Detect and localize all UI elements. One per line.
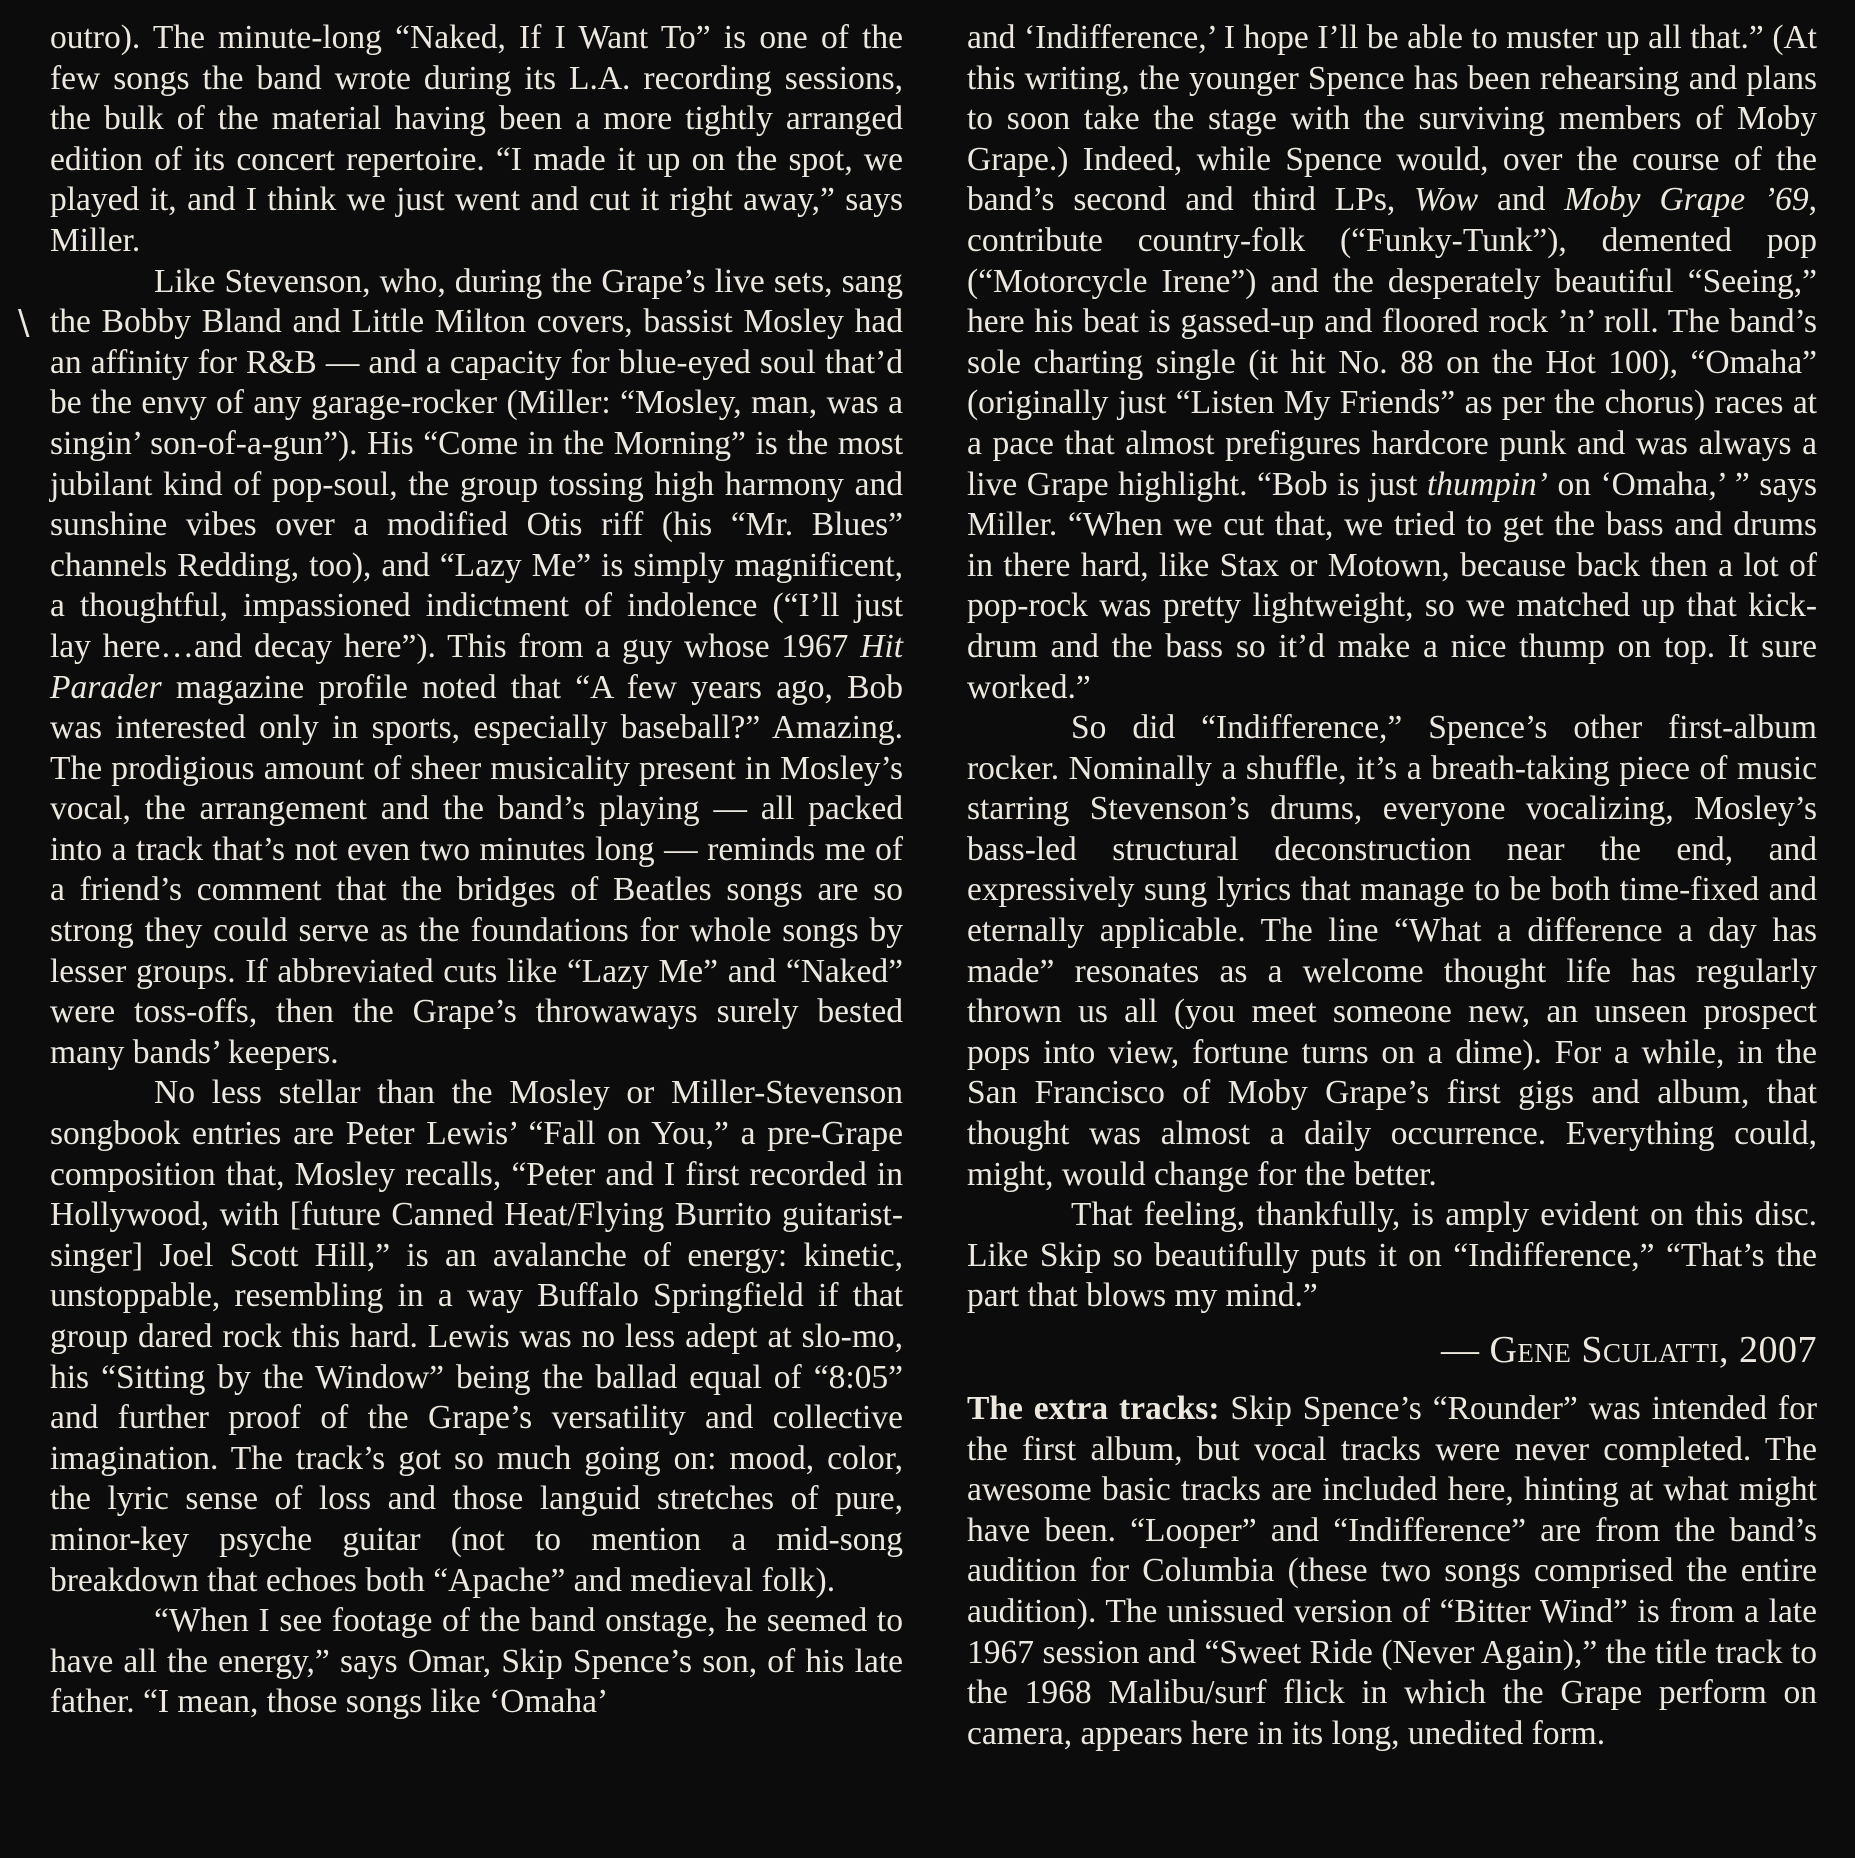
author-name: Gene Sculatti bbox=[1489, 1329, 1719, 1371]
left-column bbox=[50, 18, 903, 1723]
left-paragraph-2-text-a: Like Stevenson, who, during the Grape’s live sets, sang the Bobby Bland and Little Milton covers, bassist Mosley had an affinity for R&B — and a capacity for blue-eyed soul that’d be the envy of any garage-rocker (Miller: “Mosley, man, was a singin’ son-of-a-gun”). His “Come in the Morning” is the most jubilant kind of pop-soul, the group tossing high harmony and sunshine vibes over a modified Otis riff (his “Mr. Blues” channels Redding, too), and “Lazy Me” is simply magnificent, a thoughtful, impassioned indictment of indolence (“I’ll just lay here…and decay here”). This from a guy whose 1967 bbox=[50, 262, 903, 665]
right-paragraph-1-text-d: on ‘Omaha,’ ” says Miller. “When we cut that, we tried to get the bass and drums in there hard, like Stax or Motown, because back then a lot of pop-rock was pretty lightweight, so we matched up that kick-drum and the bass so it’d make a nice thump on top. It sure worked.” bbox=[967, 465, 1817, 706]
right-paragraph-1-text-c: , contribute country-folk (“Funky-Tunk”), demented pop (“Motorcycle Irene”) and the desperately beautiful “Seeing,” here his beat is gassed-up and floored rock ’n’ roll. The band’s sole charting single (it hit No. 88 on the Hot 100), “Omaha” (originally just “Listen My Friends” as per the chorus) races at a pace that almost prefigures hardcore punk and was always a live Grape highlight. “Bob is just bbox=[967, 181, 1817, 503]
right-paragraph-1-text-b: and bbox=[1478, 181, 1565, 219]
left-paragraph-3: No less stellar than the Mosley or Miller-Stevenson songbook entries are Peter Lewis’ “Fall on You,” a pre-Grape composition that, Mosley recalls, “Peter and I first recorded in Hollywood, with [future Canned Heat/Flying Burrito guitarist-singer] Joel Scott Hill,” is an avalanche of energy: kinetic, unstoppable, resembling in a way Buffalo Springfield if that group dared rock this hard. Lewis was no less adept at slo-mo, his “Sitting by the Window” being the ballad equal of “8:05” and further proof of the Grape’s versatility and collective imagination. The track’s got so much going on: mood, color, the lyric sense of loss and those languid stretches of pure, minor-key psyche guitar (not to mention a mid-song breakdown that echoes both “Apache” and medieval folk). bbox=[50, 1074, 903, 1599]
extra-tracks-text: Skip Spence’s “Rounder” was intended for the first album, but vocal tracks were never completed. The awesome basic tracks are included here, hinting at what might have been. “Looper” and “Indifference” are from the band’s audition for Columbia (these two songs comprised the entire audition). The unissued version of “Bitter Wind” is from a late 1967 session and “Sweet Ride (Never Again),” the title track to the 1968 Malibu/surf flick in which the Grape perform on camera, appears here in its long, unedited form. bbox=[967, 1390, 1817, 1752]
right-paragraph-1 bbox=[967, 18, 1817, 708]
left-paragraph-2-text-b: magazine profile noted that “A few years ago, Bob was interested only in sports, especially baseball?” Amazing. The prodigious amount of sheer musicality present in Mosley’s vocal, the arrangement and the band’s playing — all packed into a track that’s not even two minutes long — reminds me of a friend’s comment that the bridges of Beatles songs are so strong they could serve as the foundations for whole songs by lesser groups. If abbreviated cuts like “Lazy Me” and “Naked” were toss-offs, then the Grape’s throwaways surely bested many bands’ keepers. bbox=[50, 668, 903, 1071]
right-paragraph-2: So did “Indifference,” Spence’s other first-album rocker. Nominally a shuffle, it’s a breath-taking piece of music starring Stevenson’s drums, everyone vocalizing, Mosley’s bass-led structural deconstruction near the end, and expressively sung lyrics that manage to be both time-fixed and eternally applicable. The line “What a difference a day has made” resonates as a welcome thought life has regularly thrown us all (you meet someone new, an unseen prospect pops into view, fortune turns on a dime). For a while, in the San Francisco of Moby Grape’s first gigs and album, that thought was almost a daily occurrence. Everything could, might, would change for the better. bbox=[967, 709, 1817, 1193]
signature-year: , 2007 bbox=[1719, 1329, 1817, 1371]
left-paragraph-4: “When I see footage of the band onstage, he seemed to have all the energy,” says Omar, Skip Spence’s son, of his late father. “I mean, those songs like ‘Omaha’ bbox=[50, 1602, 903, 1721]
left-paragraph-1: outro). The minute-long “Naked, If I Want To” is one of the few songs the band wrote during its L.A. recording sessions, the bulk of the material having been a more tightly arranged edition of its concert repertoire. “I made it up on the spot, we played it, and I think we just went and cut it right away,” says Miller. bbox=[50, 19, 903, 259]
album-title-wow: Wow bbox=[1414, 181, 1479, 219]
signature-dash: — bbox=[1440, 1329, 1480, 1371]
author-signature bbox=[967, 1327, 1817, 1373]
extra-tracks-label: The extra tracks: bbox=[967, 1390, 1220, 1427]
emphasis-thumpin: thumpin’ bbox=[1426, 465, 1548, 503]
album-title-moby-grape-69: Moby Grape ’69 bbox=[1564, 181, 1809, 219]
right-paragraph-3: That feeling, thankfully, is amply evident on this disc. Like Skip so beautifully puts it on “Indifference,” “That’s the part that blows my mind.” bbox=[967, 1196, 1817, 1315]
right-column bbox=[967, 18, 1817, 1754]
margin-tick-mark: \ bbox=[18, 303, 30, 343]
extra-tracks-note bbox=[967, 1389, 1817, 1754]
magazine-title: Hit Parader bbox=[50, 627, 903, 706]
left-paragraph-2 bbox=[50, 262, 903, 1074]
right-paragraph-1-text-a: and ‘Indifference,’ I hope I’ll be able to muster up all that.” (At this writing, the younger Spence has been rehearsing and plans to soon take the stage with the surviving members of Moby Grape.) Indeed, while Spence would, over the course of the band’s second and third LPs, bbox=[967, 19, 1817, 219]
